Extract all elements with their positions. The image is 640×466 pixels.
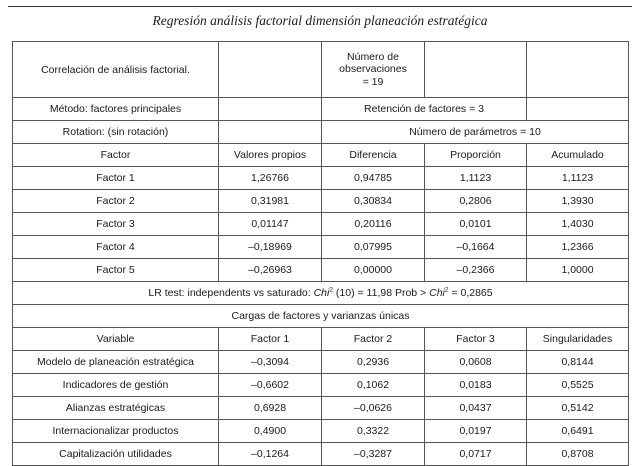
factor-analysis-table — [12, 41, 629, 466]
retention-label: Retención de factores = 3 — [322, 98, 527, 121]
method-label: Método: factores principales — [13, 98, 219, 121]
table-cell: 0,0197 — [425, 420, 527, 443]
table-cell: 0,6491 — [527, 420, 629, 443]
table-cell: 0,4900 — [219, 420, 322, 443]
table-cell: 1,1123 — [425, 167, 527, 190]
table-cell: –0,18969 — [219, 236, 322, 259]
table-cell: 0,07995 — [322, 236, 425, 259]
correlation-label: Correlación de análisis factorial. — [13, 42, 219, 98]
table-cell: 0,1062 — [322, 374, 425, 397]
table-row — [13, 397, 629, 420]
column-header: Factor 3 — [425, 328, 527, 351]
lr-test-row — [13, 282, 629, 305]
column-header: Valores propios — [219, 144, 322, 167]
table-cell: Capitalización utilidades — [13, 443, 219, 466]
table-cell: 0,8144 — [527, 351, 629, 374]
top-rule — [8, 6, 632, 7]
observations-cell — [322, 42, 425, 98]
table-cell: 0,2806 — [425, 190, 527, 213]
table-cell: 1,26766 — [219, 167, 322, 190]
table-cell: 0,01147 — [219, 213, 322, 236]
table-row — [13, 374, 629, 397]
table-cell: –0,1664 — [425, 236, 527, 259]
empty-cell — [219, 42, 322, 98]
chi-superscript: 2 — [444, 286, 449, 294]
table-cell: Factor 1 — [13, 167, 219, 190]
table-cell: Alianzas estratégicas — [13, 397, 219, 420]
table-cell: 1,1123 — [527, 167, 629, 190]
lr-test-suffix: = 0,2865 — [448, 287, 493, 299]
table-cell: 0,0608 — [425, 351, 527, 374]
empty-cell — [219, 98, 322, 121]
table-cell: Factor 2 — [13, 190, 219, 213]
table-cell: –0,0626 — [322, 397, 425, 420]
table-cell: 0,0437 — [425, 397, 527, 420]
parameters-label: Número de parámetros = 10 — [322, 121, 629, 144]
header-row-correlation — [13, 42, 629, 98]
lr-test-cell — [13, 282, 629, 305]
observations-line2: observaciones — [339, 63, 407, 76]
loadings-title-row — [13, 305, 629, 328]
table-row — [13, 190, 629, 213]
table-row — [13, 351, 629, 374]
lr-test-middle: (10) = 11,98 Prob > — [332, 287, 430, 299]
empty-cell — [425, 42, 527, 98]
table-cell: 0,20116 — [322, 213, 425, 236]
table-cell: 0,8708 — [527, 443, 629, 466]
table-cell: 0,30834 — [322, 190, 425, 213]
column-header: Singularidades — [527, 328, 629, 351]
empty-cell — [527, 98, 629, 121]
column-header: Variable — [13, 328, 219, 351]
header-row-method — [13, 98, 629, 121]
chi-label: Chi — [313, 287, 330, 299]
chi-label: Chi — [429, 287, 445, 299]
table-row — [13, 420, 629, 443]
table-cell: 1,0000 — [527, 259, 629, 282]
column-header: Proporción — [425, 144, 527, 167]
table-cell: 0,0183 — [425, 374, 527, 397]
eigen-header-row — [13, 144, 629, 167]
chi-superscript: 2 — [329, 286, 333, 294]
observations-value: = 19 — [362, 75, 384, 88]
table-cell: –0,1264 — [219, 443, 322, 466]
column-header: Factor 1 — [219, 328, 322, 351]
table-cell: 0,0101 — [425, 213, 527, 236]
table-cell: 0,31981 — [219, 190, 322, 213]
table-row — [13, 167, 629, 190]
table-cell: 1,4030 — [527, 213, 629, 236]
column-header: Acumulado — [527, 144, 629, 167]
table-cell: –0,26963 — [219, 259, 322, 282]
loadings-header-row — [13, 328, 629, 351]
table-row — [13, 259, 629, 282]
table-cell: Indicadores de gestión — [13, 374, 219, 397]
table-cell: –0,2366 — [425, 259, 527, 282]
table-cell: –0,6602 — [219, 374, 322, 397]
table-cell: Modelo de planeación estratégica — [13, 351, 219, 374]
column-header: Factor — [13, 144, 219, 167]
table-cell: –0,3287 — [322, 443, 425, 466]
observations-line1: Número de — [347, 50, 399, 63]
table-cell: Factor 3 — [13, 213, 219, 236]
table-row — [13, 443, 629, 466]
table-cell: 0,6928 — [219, 397, 322, 420]
table-row — [13, 213, 629, 236]
loadings-title: Cargas de factores y varianzas únicas — [13, 305, 629, 328]
table-cell: –0,3094 — [219, 351, 322, 374]
column-header: Diferencia — [322, 144, 425, 167]
table-cell: 0,5142 — [527, 397, 629, 420]
table-cell: 0,0717 — [425, 443, 527, 466]
column-header: Factor 2 — [322, 328, 425, 351]
rotation-label: Rotation: (sin rotación) — [13, 121, 219, 144]
table-row — [13, 236, 629, 259]
empty-cell — [527, 42, 629, 98]
table-cell: Factor 4 — [13, 236, 219, 259]
table-caption: Regresión análisis factorial dimensión planeación estratégica — [152, 13, 488, 28]
table-cell: 0,2936 — [322, 351, 425, 374]
header-row-rotation — [13, 121, 629, 144]
table-cell: 1,2366 — [527, 236, 629, 259]
lr-test-prefix: LR test: independents vs saturado: — [148, 287, 314, 299]
table-cell: 0,94785 — [322, 167, 425, 190]
table-cell: 0,00000 — [322, 259, 425, 282]
table-cell: 0,5525 — [527, 374, 629, 397]
table-cell: 1,3930 — [527, 190, 629, 213]
table-cell: Internacionalizar productos — [13, 420, 219, 443]
table-cell: 0,3322 — [322, 420, 425, 443]
table-cell: Factor 5 — [13, 259, 219, 282]
empty-cell — [219, 121, 322, 144]
